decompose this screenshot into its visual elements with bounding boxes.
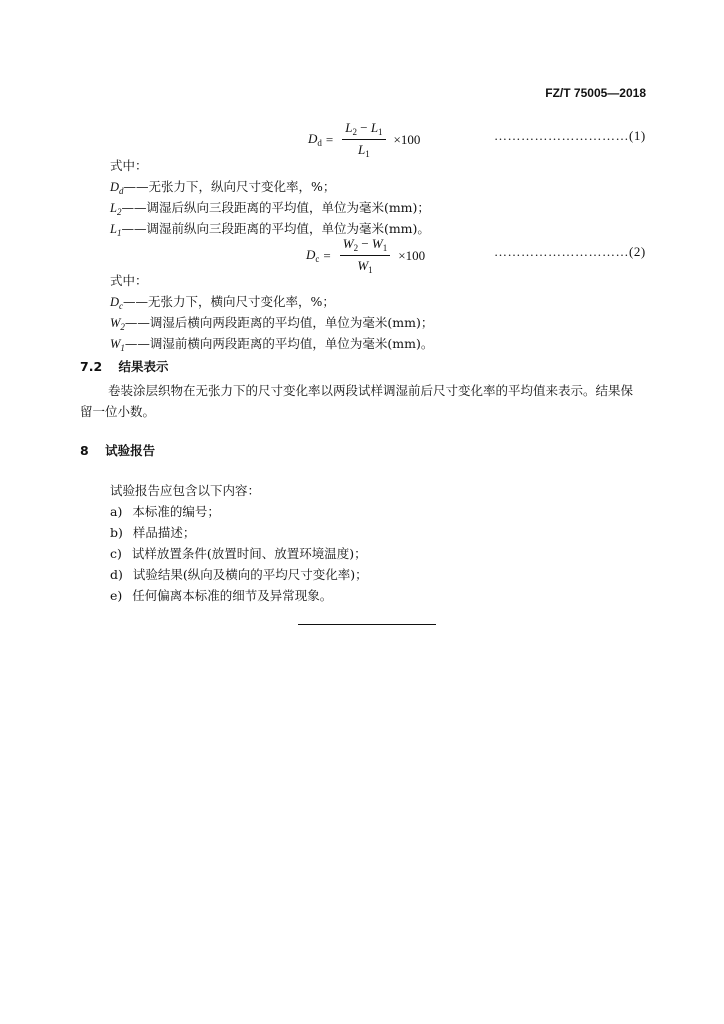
definition-row: $W_1——$调湿前横向两段距离的平均值，单位为毫米(mm)。 [110, 336, 434, 353]
section-number: 8 [80, 443, 89, 458]
formula-2-multiplier: ×100 [398, 247, 426, 263]
list-item: a) 本标准的编号； [110, 504, 220, 519]
end-of-document-rule [298, 624, 436, 625]
list-marker: c) [110, 546, 122, 561]
list-item: b) 样品描述； [110, 525, 196, 540]
standard-number: FZ/T 75005—2018 [545, 86, 646, 100]
formula-2-lhs: $D_c$ [306, 247, 320, 264]
equals-sign: = [323, 247, 331, 263]
formula-1-number: (1) [629, 128, 646, 143]
formula-2-leader: …………………………(2) [494, 244, 646, 259]
list-item: e) 任何偏离本标准的细节及异常现象。 [110, 588, 333, 603]
list-marker: b) [110, 525, 123, 540]
formula-2-denominator: $W_1$ [357, 258, 373, 275]
formula-2-numerator: $W_2 - W_1$ [340, 236, 391, 256]
where-label-2: 式中： [110, 273, 148, 288]
list-item: d) 试验结果(纵向及横向的平均尺寸变化率)； [110, 567, 368, 582]
list-marker: e) [110, 588, 123, 603]
formula-1 [308, 120, 423, 159]
where-label-1: 式中： [110, 158, 148, 173]
list-marker: a) [110, 504, 123, 519]
list-item: c) 试样放置条件(放置时间、放置环境温度)； [110, 546, 367, 561]
section-title: 结果表示 [118, 359, 169, 374]
formula-1-denominator: $L_1$ [358, 142, 370, 159]
formula-1-leader: …………………………(1) [494, 128, 646, 143]
definition-row: $L_2——$调湿后纵向三段距离的平均值，单位为毫米(mm)； [110, 200, 430, 217]
definition-row: $W_2——$调湿后横向两段距离的平均值，单位为毫米(mm)； [110, 315, 434, 332]
formula-2-number: (2) [629, 244, 646, 259]
formula-1-numerator: $L_2 - L_1$ [342, 120, 385, 140]
equals-sign: = [325, 131, 334, 147]
section-heading-8 [80, 441, 155, 459]
definition-row: $L_1——$调湿前纵向三段距离的平均值，单位为毫米(mm)。 [110, 221, 430, 238]
definition-row: $D_d——$无张力下，纵向尺寸变化率，%； [110, 179, 336, 196]
formula-1-fraction [342, 120, 385, 159]
formula-1-multiplier: ×100 [393, 131, 421, 147]
section-7-2-body: 卷装涂层织物在无张力下的尺寸变化率以两段试样调湿前后尺寸变化率的平均值来表示。结果保留一位小数。 [80, 383, 634, 419]
formula-2-fraction [340, 236, 391, 275]
report-intro: 试验报告应包含以下内容： [110, 483, 261, 498]
formula-2 [306, 236, 428, 275]
section-heading-7-2 [80, 357, 169, 375]
section-number: 7.2 [80, 359, 103, 374]
list-marker: d) [110, 567, 123, 582]
definition-row: $D_c——$无张力下，横向尺寸变化率，%； [110, 294, 335, 311]
formula-1-lhs: $D_d$ [308, 131, 322, 148]
section-title: 试验报告 [105, 443, 156, 458]
